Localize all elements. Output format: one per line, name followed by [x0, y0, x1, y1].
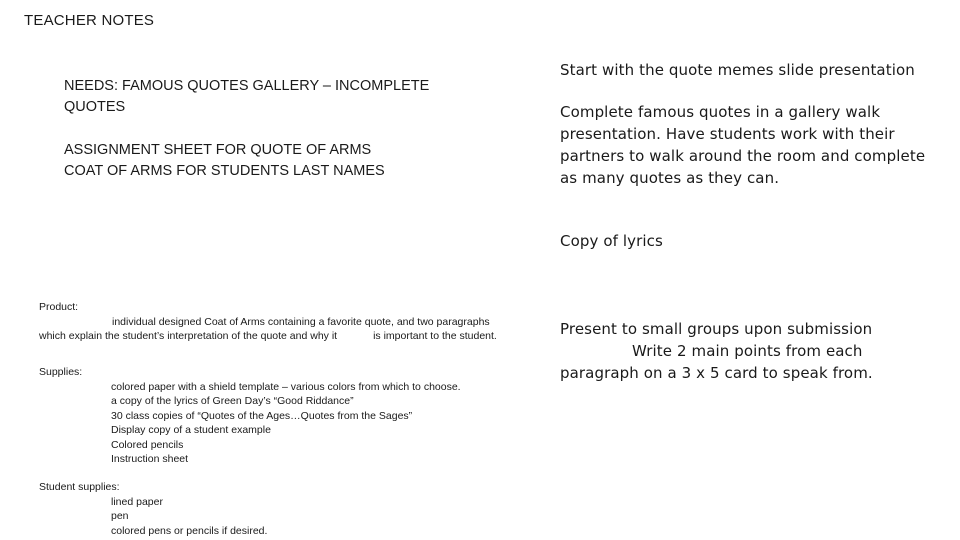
- student-supply-item: lined paper: [111, 495, 163, 508]
- note-present-line-3: paragraph on a 3 x 5 card to speak from.: [560, 364, 873, 382]
- product-line-2a: which explain the student’s interpretation of the quote and why it: [39, 330, 338, 342]
- supply-item: 30 class copies of “Quotes of the Ages…Quotes from the Sages”: [111, 409, 413, 422]
- product-line-2b: is important to the student.: [373, 330, 497, 342]
- product-label: Product:: [39, 301, 79, 313]
- assignment-sheet-line: ASSIGNMENT SHEET FOR QUOTE OF ARMS: [64, 142, 372, 158]
- supply-item: Display copy of a student example: [111, 424, 271, 436]
- product-section: [39, 300, 497, 344]
- coat-of-arms-line: COAT OF ARMS FOR STUDENTS LAST NAMES: [64, 163, 385, 179]
- note-copy-of-lyrics: Copy of lyrics: [560, 232, 663, 250]
- supply-item: Instruction sheet: [111, 453, 189, 465]
- student-supply-item: colored pens or pencils if desired.: [111, 524, 268, 537]
- product-line-1: individual designed Coat of Arms containing a favorite quote, and two paragraphs: [112, 315, 490, 328]
- supply-item: Colored pencils: [111, 438, 184, 451]
- note-quote-memes: Start with the quote memes slide presentation: [560, 61, 915, 79]
- product-line-2: [39, 329, 497, 344]
- supplies-label: Supplies:: [39, 366, 83, 378]
- student-supplies-label: Student supplies:: [39, 481, 120, 493]
- page-title: TEACHER NOTES: [24, 12, 155, 29]
- supply-item: a copy of the lyrics of Green Day’s “Good Riddance”: [111, 395, 354, 407]
- note-present-groups: [560, 318, 940, 384]
- student-supply-item: pen: [111, 510, 129, 522]
- assignment-needs: [64, 140, 464, 182]
- supplies-section: [39, 365, 461, 467]
- note-present-line-1: Present to small groups upon submission: [560, 320, 873, 338]
- supply-item: colored paper with a shield template – various colors from which to choose.: [111, 380, 461, 393]
- note-present-line-2: Write 2 main points from each: [632, 342, 863, 360]
- student-supplies-section: [39, 480, 267, 538]
- note-gallery-walk: Complete famous quotes in a gallery walk presentation. Have students work with their partners to walk around the room and complete as many quotes as they can.: [560, 103, 926, 187]
- needs-heading: NEEDS: FAMOUS QUOTES GALLERY – INCOMPLETE QUOTES: [64, 78, 430, 115]
